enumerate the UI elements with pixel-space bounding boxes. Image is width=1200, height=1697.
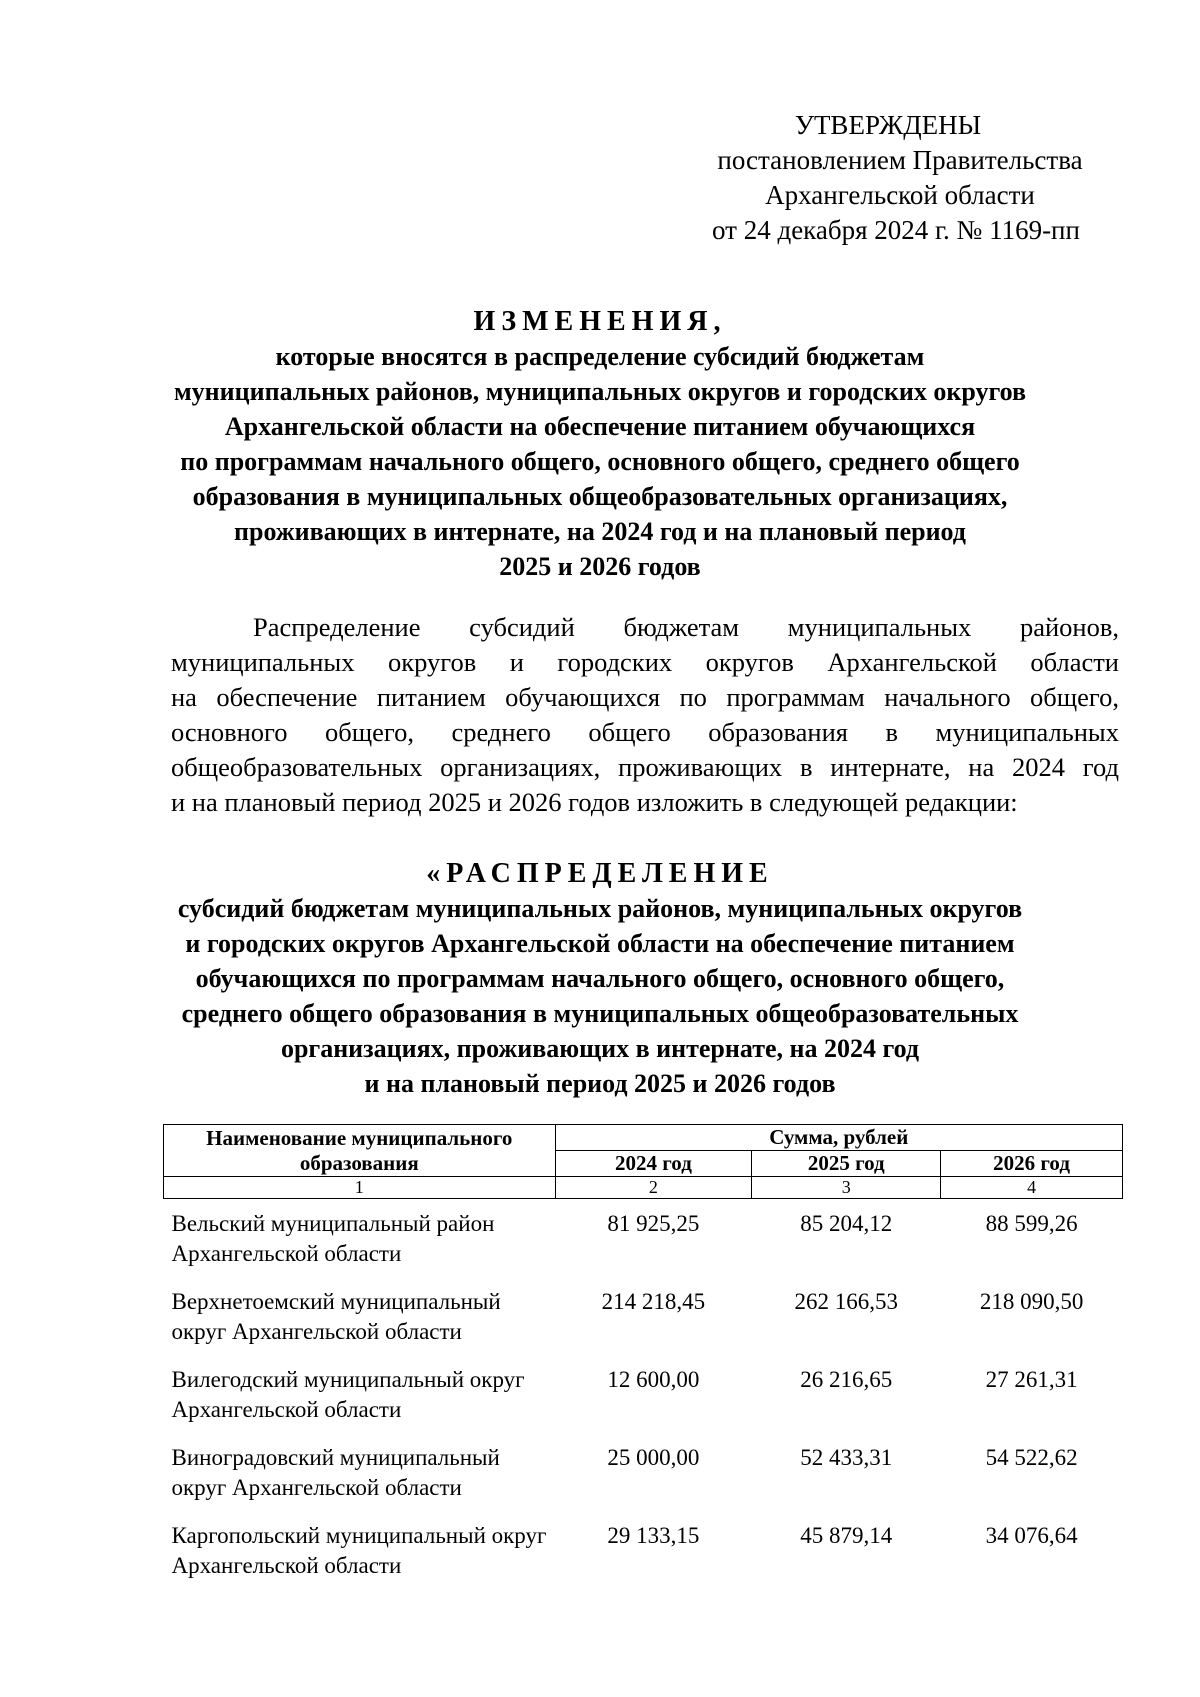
- paragraph-line: и на плановый период 2025 и 2026 годов изложить в следующей редакции:: [171, 787, 1018, 817]
- amount-2024: 12 600,00: [607, 1367, 700, 1392]
- title-heading: ИЗМЕНЕНИЯ,: [473, 306, 727, 337]
- approval-date: от 24 декабря 2024 г. № 1169-пп: [712, 215, 1080, 245]
- approval-line: постановлением Правительства: [717, 145, 1083, 175]
- amount-2024: 81 925,25: [607, 1211, 700, 1236]
- title-line: муниципальных районов, муниципальных округов и городских округов: [173, 377, 1027, 406]
- paragraph-line: общеобразовательных организациях, проживающих в интернате, на 2024 год: [171, 752, 1119, 782]
- municipality-name: Виноградовский муниципальный округ Архангельской области: [171, 1445, 500, 1500]
- amount-2026: 218 090,50: [979, 1289, 1084, 1314]
- amount-2025: 52 433,31: [800, 1445, 893, 1470]
- title-line: 2025 и 2026 годов: [499, 552, 701, 581]
- approval-line: Архангельской области: [765, 180, 1035, 210]
- distribution-line: обучающихся по программам начального общего, основного общего,: [195, 964, 1005, 993]
- municipality-name: Вилегодский муниципальный округ Архангельской области: [171, 1367, 525, 1422]
- amount-2026: 34 076,64: [985, 1523, 1078, 1548]
- distribution-title: [140, 856, 1060, 1101]
- approval-stamp: [700, 108, 1100, 248]
- header-year-2024: 2024 год: [555, 1151, 752, 1177]
- amount-2026: 27 261,31: [985, 1367, 1078, 1392]
- municipality-name: Каргопольский муниципальный округ Архангельской области: [171, 1523, 547, 1578]
- table-row: [164, 1511, 1123, 1589]
- subsidy-table: [163, 1124, 1123, 1589]
- column-index: 2: [555, 1177, 752, 1199]
- title-line: которые вносятся в распределение субсидий бюджетам: [275, 342, 925, 371]
- header-sum: Сумма, рублей: [555, 1125, 1122, 1151]
- table-row: [164, 1277, 1123, 1355]
- amount-2025: 262 166,53: [794, 1289, 898, 1314]
- amount-2024: 29 133,15: [607, 1523, 700, 1548]
- table-row: [164, 1199, 1123, 1278]
- amount-2024: 214 218,45: [601, 1289, 706, 1314]
- distribution-line: и на плановый период 2025 и 2026 годов: [364, 1069, 836, 1098]
- distribution-line: среднего общего образования в муниципальных общеобразовательных: [181, 999, 1019, 1028]
- paragraph-line: Распределение субсидий бюджетам муниципальных районов,: [253, 612, 1119, 642]
- municipality-name: Верхнетоемский муниципальный округ Архангельской области: [171, 1289, 501, 1344]
- amount-2025: 45 879,14: [800, 1523, 893, 1548]
- amount-2025: 85 204,12: [800, 1211, 893, 1236]
- distribution-heading: «РАСПРЕДЕЛЕНИЕ: [426, 858, 774, 889]
- municipality-name: Вельский муниципальный район Архангельской области: [171, 1211, 495, 1266]
- amount-2026: 54 522,62: [985, 1445, 1078, 1470]
- paragraph-line: на обеспечение питанием обучающихся по программам начального общего,: [171, 682, 1119, 712]
- approval-title: УТВЕРЖДЕНЫ: [794, 110, 982, 140]
- table-row: [164, 1355, 1123, 1433]
- column-index: 1: [164, 1177, 556, 1199]
- document-title: [140, 304, 1060, 584]
- header-municipality: Наименование муниципального образования: [164, 1125, 556, 1177]
- title-line: образования в муниципальных общеобразовательных организациях,: [192, 482, 1008, 511]
- distribution-line: субсидий бюджетам муниципальных районов, муниципальных округов: [177, 894, 1023, 923]
- body-paragraph: [171, 610, 1119, 820]
- amount-2025: 26 216,65: [800, 1367, 893, 1392]
- paragraph-line: основного общего, среднего общего образования в муниципальных: [171, 717, 1119, 747]
- paragraph-line: муниципальных округов и городских округов Архангельской области: [171, 647, 1119, 677]
- title-line: проживающих в интернате, на 2024 год и на плановый период: [234, 517, 966, 546]
- title-line: по программам начального общего, основного общего, среднего общего: [180, 447, 1020, 476]
- header-year-2026: 2026 год: [941, 1151, 1123, 1177]
- amount-2026: 88 599,26: [985, 1211, 1078, 1236]
- title-line: Архангельской области на обеспечение питанием обучающихся: [224, 412, 976, 441]
- header-year-2025: 2025 год: [752, 1151, 941, 1177]
- amount-2024: 25 000,00: [607, 1445, 700, 1470]
- column-index: 3: [752, 1177, 941, 1199]
- distribution-line: и городских округов Архангельской области на обеспечение питанием: [185, 929, 1015, 958]
- table-row: [164, 1433, 1123, 1511]
- column-index: 4: [941, 1177, 1123, 1199]
- distribution-line: организациях, проживающих в интернате, на 2024 год: [280, 1034, 920, 1063]
